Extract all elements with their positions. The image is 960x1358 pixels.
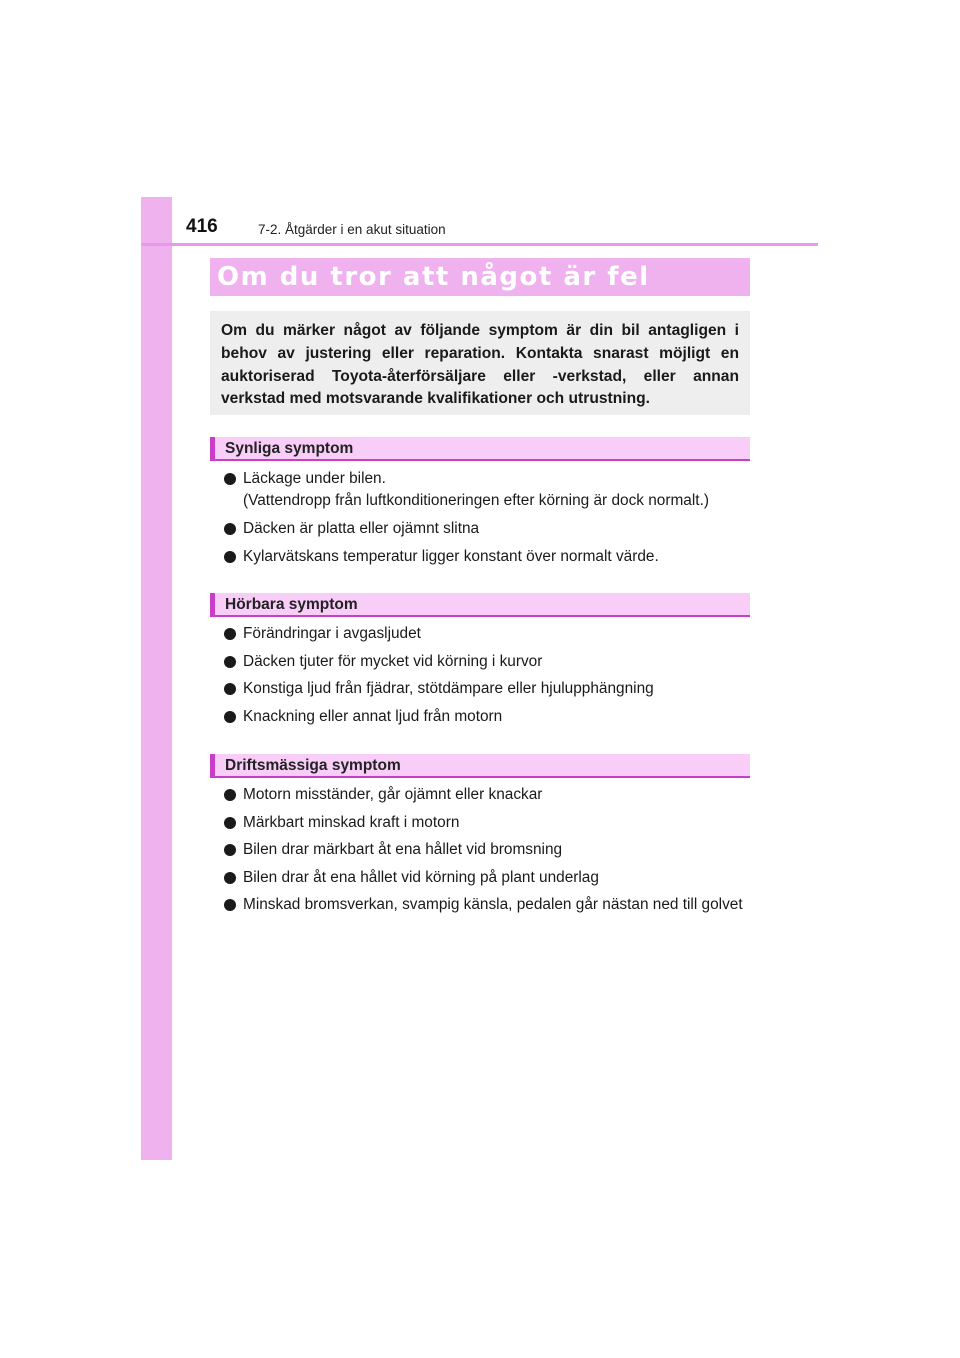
bullet-icon: [224, 711, 236, 723]
list-item-text: Märkbart minskad kraft i motorn: [243, 813, 460, 831]
list-item-text: Bilen drar åt ena hållet vid körning på plant underlag: [243, 868, 599, 886]
chapter-side-tab: [141, 197, 172, 1160]
page-number: 416: [186, 216, 218, 237]
bullet-icon: [224, 473, 236, 485]
subheading-audible-symptoms: Hörbara symptom: [210, 593, 750, 617]
list-item-text: Knackning eller annat ljud från motorn: [243, 707, 503, 725]
bullet-icon: [224, 789, 236, 801]
bullet-icon: [224, 523, 236, 535]
subheading-visible-symptoms: Synliga symptom: [210, 437, 750, 461]
list-item: [224, 468, 754, 512]
list-item: [224, 651, 754, 673]
list-item-text: Motorn misständer, går ojämnt eller knackar: [243, 786, 543, 803]
list-item-text: Bilen drar märkbart åt ena hållet vid bromsning: [243, 841, 563, 858]
bullet-icon: [224, 628, 236, 640]
list-item-text: Förändringar i avgasljudet: [243, 625, 421, 642]
audible-symptoms-list: [224, 623, 754, 728]
list-item: [224, 546, 754, 568]
bullet-icon: [224, 872, 236, 884]
list-item: [224, 784, 754, 806]
visible-symptoms-list: [224, 468, 754, 568]
list-item: [224, 867, 754, 889]
bullet-icon: [224, 683, 236, 695]
section-title: 7-2. Åtgärder i en akut situation: [258, 222, 446, 237]
list-item-text: Däcken tjuter för mycket vid körning i kurvor: [243, 652, 543, 670]
list-item-note: (Vattendropp från luftkonditioneringen efter körning är dock normalt.): [243, 492, 709, 509]
list-item-text: Läckage under bilen.: [243, 470, 386, 487]
header-divider: [141, 243, 818, 246]
page-title: Om du tror att något är fel: [210, 258, 750, 296]
operational-symptoms-list: [224, 784, 754, 916]
subheading-operational-symptoms: Driftsmässiga symptom: [210, 754, 750, 778]
bullet-icon: [224, 817, 236, 829]
bullet-icon: [224, 844, 236, 856]
list-item-text: Kylarvätskans temperatur ligger konstant över normalt värde.: [243, 548, 659, 565]
list-item: [224, 623, 754, 645]
list-item-text: Däcken är platta eller ojämnt slitna: [243, 520, 480, 537]
bullet-icon: [224, 551, 236, 563]
list-item: [224, 706, 754, 728]
list-item: [224, 894, 748, 916]
list-item-text: Minskad bromsverkan, svampig känsla, pedalen går nästan ned till golvet: [243, 896, 743, 913]
bullet-icon: [224, 899, 236, 911]
list-item-text: Konstiga ljud från fjädrar, stötdämpare eller hjulupphängning: [243, 680, 654, 697]
list-item: [224, 518, 754, 540]
list-item: [224, 812, 754, 834]
list-item: [224, 839, 754, 861]
intro-paragraph: Om du märker något av följande symptom är din bil antagligen i behov av justering eller reparation. Kontakta snarast möjligt en auktoriserad Toyota-återförsäljare eller -verkstad, eller annan verkstad med motsvarande kvalifikationer och utrustning.: [210, 311, 750, 415]
list-item: [224, 678, 754, 700]
bullet-icon: [224, 656, 236, 668]
